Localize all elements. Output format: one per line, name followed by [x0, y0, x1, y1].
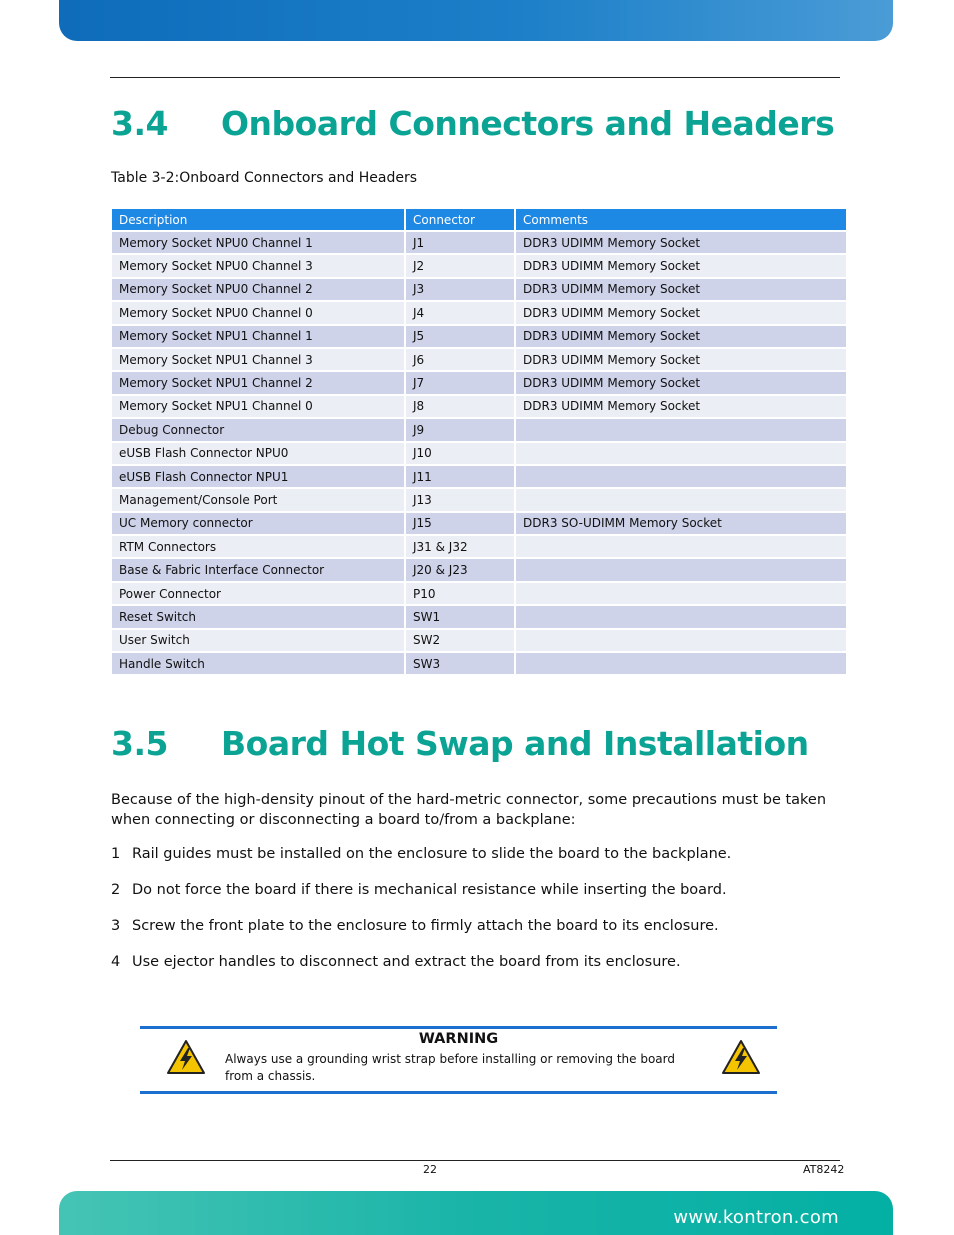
- cell-connector: J10: [406, 443, 514, 464]
- cell-connector: J31 & J32: [406, 536, 514, 557]
- table-row: [112, 559, 846, 580]
- cell-description: User Switch: [112, 630, 404, 651]
- page-number: 22: [423, 1163, 437, 1176]
- table-row: [112, 630, 846, 651]
- cell-description: UC Memory connector: [112, 513, 404, 534]
- footer-rule: [110, 1160, 840, 1161]
- section-3-4-heading: [111, 104, 834, 143]
- cell-connector: SW3: [406, 653, 514, 674]
- hotswap-step: [111, 954, 681, 970]
- header-banner: [59, 0, 893, 41]
- step-number: 2: [111, 882, 121, 898]
- cell-description: Memory Socket NPU1 Channel 2: [112, 372, 404, 393]
- cell-description: Memory Socket NPU0 Channel 2: [112, 279, 404, 300]
- cell-comments: DDR3 UDIMM Memory Socket: [516, 326, 846, 347]
- warning-text: Always use a grounding wrist strap before installing or removing the board from a chassis.: [225, 1052, 675, 1083]
- hotswap-step: [111, 882, 727, 898]
- cell-description: Memory Socket NPU0 Channel 3: [112, 255, 404, 276]
- step-number: 3: [111, 918, 121, 934]
- cell-description: Memory Socket NPU0 Channel 0: [112, 302, 404, 323]
- document-id: AT8242: [803, 1163, 845, 1176]
- cell-description: Base & Fabric Interface Connector: [112, 559, 404, 580]
- cell-connector: J6: [406, 349, 514, 370]
- cell-comments: DDR3 UDIMM Memory Socket: [516, 302, 846, 323]
- table-row: [112, 513, 846, 534]
- cell-connector: J13: [406, 489, 514, 510]
- cell-description: Memory Socket NPU1 Channel 0: [112, 396, 404, 417]
- table-row: [112, 349, 846, 370]
- cell-connector: J11: [406, 466, 514, 487]
- cell-connector: J7: [406, 372, 514, 393]
- step-text: Screw the front plate to the enclosure to firmly attach the board to its enclosure.: [132, 918, 719, 934]
- cell-comments: DDR3 UDIMM Memory Socket: [516, 396, 846, 417]
- table-row: [112, 279, 846, 300]
- table-row: [112, 466, 846, 487]
- cell-comments: DDR3 UDIMM Memory Socket: [516, 349, 846, 370]
- column-header-comments: Comments: [516, 209, 846, 230]
- cell-description: eUSB Flash Connector NPU1: [112, 466, 404, 487]
- cell-description: Reset Switch: [112, 606, 404, 627]
- cell-connector: J8: [406, 396, 514, 417]
- cell-comments: [516, 653, 846, 674]
- cell-connector: P10: [406, 583, 514, 604]
- cell-comments: [516, 536, 846, 557]
- table-row: [112, 583, 846, 604]
- cell-connector: J9: [406, 419, 514, 440]
- step-text: Do not force the board if there is mechanical resistance while inserting the board.: [132, 882, 727, 898]
- cell-comments: DDR3 UDIMM Memory Socket: [516, 279, 846, 300]
- step-number: 4: [111, 954, 121, 970]
- cell-comments: [516, 489, 846, 510]
- cell-connector: J1: [406, 232, 514, 253]
- table-caption: Table 3-2:Onboard Connectors and Headers: [111, 170, 418, 186]
- footer-banner: [59, 1191, 893, 1235]
- cell-description: Debug Connector: [112, 419, 404, 440]
- hotswap-step: [111, 846, 731, 862]
- table-row: [112, 653, 846, 674]
- cell-comments: [516, 443, 846, 464]
- cell-connector: J4: [406, 302, 514, 323]
- table-row: [112, 302, 846, 323]
- cell-comments: DDR3 UDIMM Memory Socket: [516, 255, 846, 276]
- warning-box: [140, 1026, 777, 1094]
- section-3-5-number: 3.5: [111, 724, 168, 763]
- section-3-4-number: 3.4: [111, 104, 168, 143]
- cell-description: Memory Socket NPU1 Channel 3: [112, 349, 404, 370]
- section-3-4-title: Onboard Connectors and Headers: [221, 104, 835, 143]
- cell-connector: J20 & J23: [406, 559, 514, 580]
- table-row: [112, 232, 846, 253]
- cell-connector: J2: [406, 255, 514, 276]
- hotswap-intro: Because of the high-density pinout of the hard-metric connector, some precautions must be taken when connecting or disconnecting a board to/from a backplane:: [111, 792, 827, 828]
- table-header-row: [112, 209, 846, 230]
- cell-connector: SW2: [406, 630, 514, 651]
- cell-description: Power Connector: [112, 583, 404, 604]
- warning-title: WARNING: [418, 1031, 499, 1047]
- cell-connector: J15: [406, 513, 514, 534]
- table-row: [112, 255, 846, 276]
- table-row: [112, 606, 846, 627]
- cell-comments: [516, 606, 846, 627]
- step-text: Use ejector handles to disconnect and extract the board from its enclosure.: [132, 954, 681, 970]
- header-rule: [110, 77, 840, 78]
- high-voltage-warning-icon: [721, 1039, 761, 1075]
- hotswap-step: [111, 918, 719, 934]
- cell-description: Management/Console Port: [112, 489, 404, 510]
- cell-comments: [516, 466, 846, 487]
- cell-description: Handle Switch: [112, 653, 404, 674]
- cell-connector: J3: [406, 279, 514, 300]
- table-row: [112, 536, 846, 557]
- table-row: [112, 372, 846, 393]
- cell-connector: SW1: [406, 606, 514, 627]
- cell-comments: [516, 630, 846, 651]
- table-row: [112, 489, 846, 510]
- cell-description: Memory Socket NPU0 Channel 1: [112, 232, 404, 253]
- connectors-table: [110, 207, 848, 676]
- cell-comments: [516, 559, 846, 580]
- step-text: Rail guides must be installed on the enclosure to slide the board to the backplane.: [132, 846, 732, 862]
- table-row: [112, 419, 846, 440]
- section-3-5-heading: [111, 724, 809, 763]
- cell-comments: [516, 583, 846, 604]
- cell-description: Memory Socket NPU1 Channel 1: [112, 326, 404, 347]
- column-header-connector: Connector: [406, 209, 514, 230]
- cell-comments: DDR3 UDIMM Memory Socket: [516, 372, 846, 393]
- cell-description: eUSB Flash Connector NPU0: [112, 443, 404, 464]
- cell-description: RTM Connectors: [112, 536, 404, 557]
- section-3-5-title: Board Hot Swap and Installation: [221, 724, 809, 763]
- cell-connector: J5: [406, 326, 514, 347]
- table-row: [112, 326, 846, 347]
- cell-comments: DDR3 SO-UDIMM Memory Socket: [516, 513, 846, 534]
- cell-comments: DDR3 UDIMM Memory Socket: [516, 232, 846, 253]
- cell-comments: [516, 419, 846, 440]
- column-header-description: Description: [112, 209, 404, 230]
- table-row: [112, 396, 846, 417]
- table-row: [112, 443, 846, 464]
- website-link[interactable]: www.kontron.com: [673, 1207, 839, 1228]
- step-number: 1: [111, 846, 121, 862]
